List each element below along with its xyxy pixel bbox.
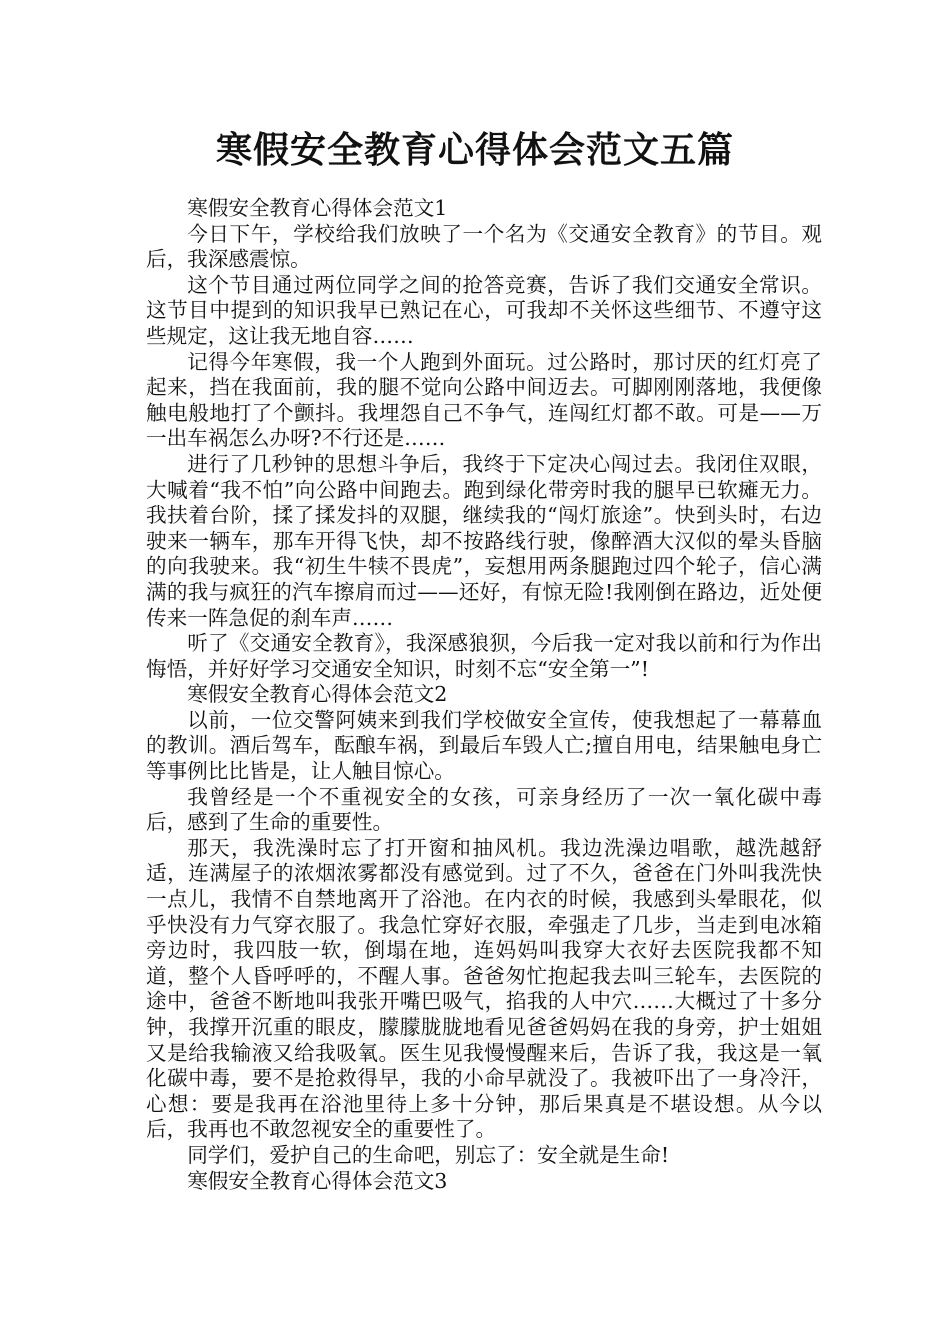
paragraph: 我曾经是一个不重视安全的女孩，可亲身经历了一次一氧化碳中毒后，感到了生命的重要性。 [146,784,822,835]
paragraph: 听了《交通安全教育》，我深感狼狈，今后我一定对我以前和行为作出悔悟，并好好学习交通安全知识，时刻不忘“安全第一”! [146,631,822,681]
paragraph: 那天，我洗澡时忘了打开窗和抽风机。我边洗澡边唱歌，越洗越舒适，连满屋子的浓烟浓雾都没有感觉到。过了不久，爸爸在门外叫我洗快一点儿，我情不自禁地离开了浴池。在内衣的时候，我感到头晕眼花，似乎快没有力气穿衣服了。我急忙穿好衣服，牵强走了几步，当走到电冰箱旁边时，我四肢一软，倒塌在地，连妈妈叫我穿大衣好去医院我都不知道，整个人昏呼呼的，不醒人事。爸爸匆忙抱起我去叫三轮车，去医院的途中，爸爸不断地叫我张开嘴巴吸气，掐我的人中穴……大概过了十多分钟，我撑开沉重的眼皮，朦朦胧胧地看见爸爸妈妈在我的身旁，护士姐姐又是给我输液又给我吸氧。医生见我慢慢醒来后，告诉了我，我这是一氧化碳中毒，要不是抢救得早，我的小命早就没了。我被吓出了一身冷汗，心想：要是我再在浴池里待上多十分钟，那后果真是不堪设想。从今以后，我再也不敢忽视安全的重要性了。 [146,835,822,1142]
paragraph: 同学们，爱护自己的生命吧，别忘了：安全就是生命! [187,1142,670,1167]
paragraph: 这个节目通过两位同学之间的抢答竞赛，告诉了我们交通安全常识。这节目中提到的知识我早已熟记在心，可我却不关怀这些细节、不遵守这些规定，这让我无地自容…… [146,272,822,348]
paragraph: 记得今年寒假，我一个人跑到外面玩。过公路时，那讨厌的红灯亮了起来，挡在我面前，我的腿不觉向公路中间迈去。可脚刚刚落地，我便像触电般地打了个颤抖。我埋怨自己不争气，连闯红灯都不敢。可是——万一出车祸怎么办呀?不行还是…… [146,349,822,451]
section-heading-3: 寒假安全教育心得体会范文3 [187,1168,448,1193]
section-heading-2: 寒假安全教育心得体会范文2 [187,682,448,707]
paragraph: 今日下午，学校给我们放映了一个名为《交通安全教育》的节目。观后，我深感震惊。 [146,221,822,272]
section-heading-1: 寒假安全教育心得体会范文1 [187,196,448,220]
paragraph: 进行了几秒钟的思想斗争后，我终于下定决心闯过去。我闭住双眼，大喊着“我不怕”向公路中间跑去。跑到绿化带旁时我的腿早已软瘫无力。我扶着台阶，揉了揉发抖的双腿，继续我的“闯灯旅途”。快到头时，右边驶来一辆车，那车开得飞快，却不按路线行驶，像醉酒大汉似的晕头昏脑的向我驶来。我“初生牛犊不畏虎”，妄想用两条腿跑过四个轮子，信心满满的我与疯狂的汽车擦肩而过——还好，有惊无险!我刚倒在路边，近处便传来一阵急促的刹车声…… [146,451,822,630]
page-title: 寒假安全教育心得体会范文五篇 [215,130,734,171]
document-body [146,196,822,1194]
paragraph: 以前，一位交警阿姨来到我们学校做安全宣传，使我想起了一幕幕血的教训。酒后驾车，酝酿车祸，到最后车毁人亡;擅自用电，结果触电身亡等事例比比皆是，让人触目惊心。 [146,707,822,784]
